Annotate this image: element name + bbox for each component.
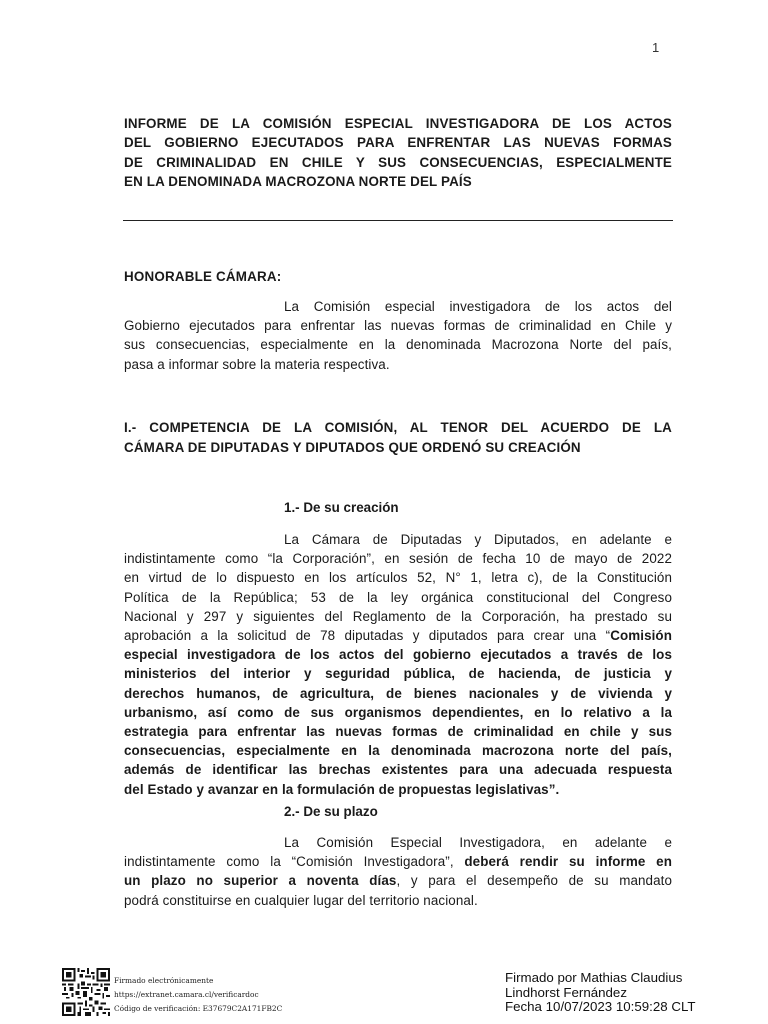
paragraph-line: podrá constituirse en cualquier lugar del territorio nacional. (124, 892, 478, 908)
signature-line: Lindhorst Fernández (505, 984, 627, 1000)
paragraph-line: Gobierno ejecutados para enfrentar las nuevas formas de criminalidad en Chile y (124, 318, 672, 334)
signature-block (505, 971, 695, 1015)
term-subheading: 2.- De su plazo (284, 804, 378, 819)
creation-paragraph (124, 530, 672, 799)
section-heading-line: I.- COMPETENCIA DE LA COMISIÓN, AL TENOR DEL ACUERDO DE LA (124, 420, 672, 435)
paragraph-line: indistintamente como “la Corporación”, en sesión de fecha 10 de mayo de 2022 (124, 551, 672, 567)
bold-text: Comisión (610, 628, 672, 644)
bold-paragraph-line: del Estado y avanzar en la formulación de propuestas legislativas”. (124, 781, 560, 797)
intro-paragraph (124, 297, 672, 374)
bold-paragraph-line: urbanismo, así como de sus organismos dependientes, en lo relativo a la (124, 704, 672, 720)
bold-paragraph-line: especial investigadora de los actos del gobierno ejecutados a través de los (124, 647, 672, 663)
paragraph-line (124, 871, 672, 890)
verification-link[interactable]: https://extranet.camara.cl/verificardoc (114, 990, 259, 999)
signature-line: Firmado por Mathias Claudius (505, 970, 683, 985)
qr-code-icon (62, 968, 110, 1016)
paragraph-text: aprobación a la solicitud de 78 diputadas y diputados para crear una “ (124, 628, 611, 644)
signed-electronically-label: Firmado electrónicamente (114, 976, 214, 985)
verification-block (114, 974, 282, 1016)
title-line: DE CRIMINALIDAD EN CHILE Y SUS CONSECUENCIAS, ESPECIALMENTE (124, 154, 672, 170)
title-line: EN LA DENOMINADA MACROZONA NORTE DEL PAÍS (124, 173, 472, 189)
paragraph-line (124, 626, 672, 645)
paragraph-text: , y para el desempeño de su mandato (396, 873, 673, 889)
paragraph-line: La Cámara de Diputadas y Diputados, en adelante e (284, 532, 672, 547)
term-paragraph (124, 833, 672, 910)
bold-paragraph-line: consecuencias, especialmente en la denominada macrozona norte del país, (124, 743, 672, 759)
paragraph-line: pasa a informar sobre la materia respectiva. (124, 356, 390, 372)
paragraph-text: indistintamente como la “Comisión Investigadora”, (124, 854, 465, 870)
paragraph-line: en virtud de lo dispuesto en los artículos 52, N° 1, letra c), de la Constitución (124, 570, 672, 586)
bold-paragraph-line: estrategia para enfrentar las nuevas formas de criminalidad en chile y sus (124, 724, 672, 740)
bold-paragraph-line: derechos humanos, de agricultura, de bienes nacionales y de vivienda y (124, 685, 672, 701)
paragraph-line: La Comisión especial investigadora de los actos del (284, 299, 672, 314)
paragraph-line: Nacional y 297 y siguientes del Reglamento de la Corporación, ha prestado su (124, 608, 672, 624)
verification-code: Código de verificación: E37679C2A171FB2C (114, 1004, 283, 1013)
salutation: HONORABLE CÁMARA: (124, 269, 282, 284)
title-divider (123, 220, 673, 221)
section-heading (124, 418, 672, 457)
paragraph-line: La Comisión Especial Investigadora, en adelante e (284, 835, 672, 850)
signature-line: Fecha 10/07/2023 10:59:28 CLT (505, 999, 696, 1015)
title-line: DEL GOBIERNO EJECUTADOS PARA ENFRENTAR LAS NUEVAS FORMAS (124, 135, 672, 151)
section-heading-line: CÁMARA DE DIPUTADAS Y DIPUTADOS QUE ORDENÓ SU CREACIÓN (124, 439, 581, 455)
paragraph-line: Política de la República; 53 de la ley orgánica constitucional del Congreso (124, 589, 672, 605)
bold-paragraph-line: ministerios del interior y seguridad pública, de hacienda, de justicia y (124, 666, 672, 682)
paragraph-line (124, 852, 672, 871)
paragraph-line: sus consecuencias, especialmente en la denominada Macrozona Norte del país, (124, 337, 672, 353)
report-title (124, 114, 672, 191)
bold-text: deberá rendir su informe en (464, 854, 672, 870)
title-line: INFORME DE LA COMISIÓN ESPECIAL INVESTIGADORA DE LOS ACTOS (124, 116, 672, 131)
bold-text: un plazo no superior a noventa días (124, 873, 397, 889)
page-number: 1 (652, 40, 660, 55)
creation-subheading: 1.- De su creación (284, 500, 399, 515)
bold-paragraph-line: además de identificar las brechas existentes para una adecuada respuesta (124, 762, 672, 778)
